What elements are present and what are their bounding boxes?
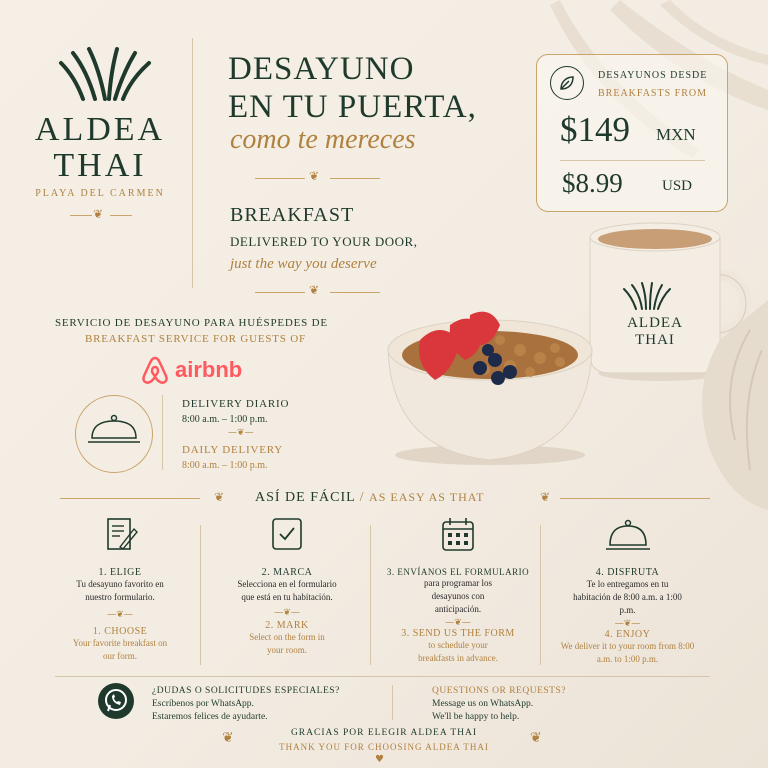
delivery-title-en: DAILY DELIVERY [182, 444, 284, 456]
step-4-title-en: 4. ENJOY [604, 629, 651, 640]
footer-thanks-es: GRACIAS POR ELEGIR ALDEA THAI [290, 728, 478, 738]
headline-en-line3: just the way you deserve [230, 256, 377, 272]
step-4-title-es: 4. DISFRUTA [595, 567, 660, 578]
ornament-icon: ❦ [530, 730, 542, 746]
heart-icon: ♥ [375, 754, 384, 765]
ornament-icon: —❦— [107, 610, 133, 620]
ornament-icon: —❦— [274, 608, 300, 618]
step-1-text-en: Your favorite breakfast on our form. [72, 638, 168, 661]
step-1-text-es: Tu desayuno favorito en nuestro formulario. [76, 579, 164, 602]
blanket-decoration [680, 300, 768, 510]
price-mxn-unit: MXN [656, 125, 696, 144]
brand-name-line1: ALDEA [34, 111, 166, 148]
contact-line2-es: Estaremos felices de ayudarte. [152, 712, 268, 722]
delivery-hours-en: 8:00 a.m. – 1:00 p.m. [182, 460, 268, 471]
step-3-title-en: 3. SEND US THE FORM [401, 628, 515, 639]
step-3-text-en: to schedule your breakfasts in advance. [418, 640, 498, 663]
delivery-title-es: DELIVERY DIARIO [182, 398, 290, 410]
step-4-text-es: Te lo entregamos en tu habitación de 8:00 a.m. a 1:00 p.m. [573, 579, 682, 615]
cloche-icon [604, 515, 652, 555]
leaf-icon [550, 66, 584, 100]
headline-es-line3: como te mereces [230, 124, 416, 155]
breakfast-bowl-image [380, 300, 600, 470]
easy-title-es: ASÍ DE FÁCIL [255, 490, 356, 505]
ornament-icon: ❦ [309, 283, 320, 297]
step-3-text-es: para programar los desayunos con anticipación. [424, 578, 492, 614]
price-usd-value: $8.99 [562, 168, 623, 198]
step-1-title-en: 1. CHOOSE [92, 626, 148, 637]
headline-es-line1: DESAYUNO [228, 51, 415, 87]
price-label-es: DESAYUNOS DESDE [598, 70, 708, 81]
ornament-icon: —❦— [614, 619, 641, 629]
step-4-text-en: We deliver it to your room from 8:00 a.m. to 1:00 p.m. [560, 641, 695, 664]
price-label-en: BREAKFASTS FROM [598, 88, 708, 99]
step-2-title-en: 2. MARK [265, 620, 309, 631]
calendar-icon [438, 515, 478, 555]
step-2-title-es: 2. MARCA [261, 567, 313, 578]
ornament-icon: —❦— [228, 428, 254, 438]
airbnb-wordmark: airbnb [175, 357, 243, 382]
step-3-title-es: 3. ENVÍANOS EL FORMULARIO [386, 567, 530, 577]
ornament-icon: ❦ [540, 490, 551, 504]
ornament-icon: ❦ [222, 730, 234, 746]
headline-en-line2: DELIVERED TO YOUR DOOR, [230, 234, 418, 249]
service-text-en: BREAKFAST SERVICE FOR GUESTS OF [85, 333, 306, 345]
delivery-icon-circle [75, 395, 153, 473]
ornament-icon: —❦— [445, 618, 471, 628]
whatsapp-icon[interactable] [98, 683, 134, 719]
headline-es-line2: EN TU PUERTA, [228, 89, 477, 125]
step-2-text-es: Selecciona en el formulario que está en tu habitación. [237, 579, 337, 602]
easy-title-en: AS EASY AS THAT [369, 490, 485, 504]
step-2-text-en: Select on the form in your room. [249, 632, 325, 655]
price-usd-unit: USD [662, 178, 693, 194]
delivery-hours-es: 8:00 a.m. – 1:00 p.m. [182, 414, 268, 425]
ornament-icon: ❦ [309, 169, 320, 183]
contact-question-es: ¿DUDAS O SOLICITUDES ESPECIALES? [152, 686, 340, 696]
step-2 [212, 515, 362, 657]
ornament-icon: ❦ [93, 207, 104, 221]
price-mxn-value: $149 [560, 110, 630, 149]
step-1-title-es: 1. ELIGE [98, 567, 142, 578]
mug-text-line1: ALDEA [627, 315, 683, 331]
contact-line2-en: We'll be happy to help. [432, 712, 520, 722]
step-4 [545, 515, 710, 666]
footer-thanks-en: THANK YOU FOR CHOOSING ALDEA THAI [279, 742, 489, 752]
step-1 [45, 515, 195, 663]
ornament-icon: ❦ [214, 490, 225, 504]
airbnb-logo-icon [141, 355, 169, 385]
brand-name-line2: THAI [53, 147, 147, 184]
mug-text-line2: THAI [635, 332, 675, 348]
brand-location: PLAYA DEL CARMEN [35, 188, 165, 199]
aldea-thai-logo-icon [55, 45, 153, 103]
cloche-icon [76, 396, 152, 472]
service-text-es: SERVICIO DE DESAYUNO PARA HUÉSPEDES DE [55, 317, 328, 329]
contact-line1-en: Message us on WhatsApp. [432, 699, 534, 709]
headline-en-line1: BREAKFAST [230, 204, 355, 226]
step-3 [378, 515, 538, 665]
form-pen-icon [100, 515, 140, 555]
contact-question-en: QUESTIONS OR REQUESTS? [432, 686, 566, 696]
easy-separator: / [359, 490, 365, 505]
checkbox-icon [267, 515, 307, 555]
contact-line1-es: Escríbenos por WhatsApp. [152, 699, 254, 709]
